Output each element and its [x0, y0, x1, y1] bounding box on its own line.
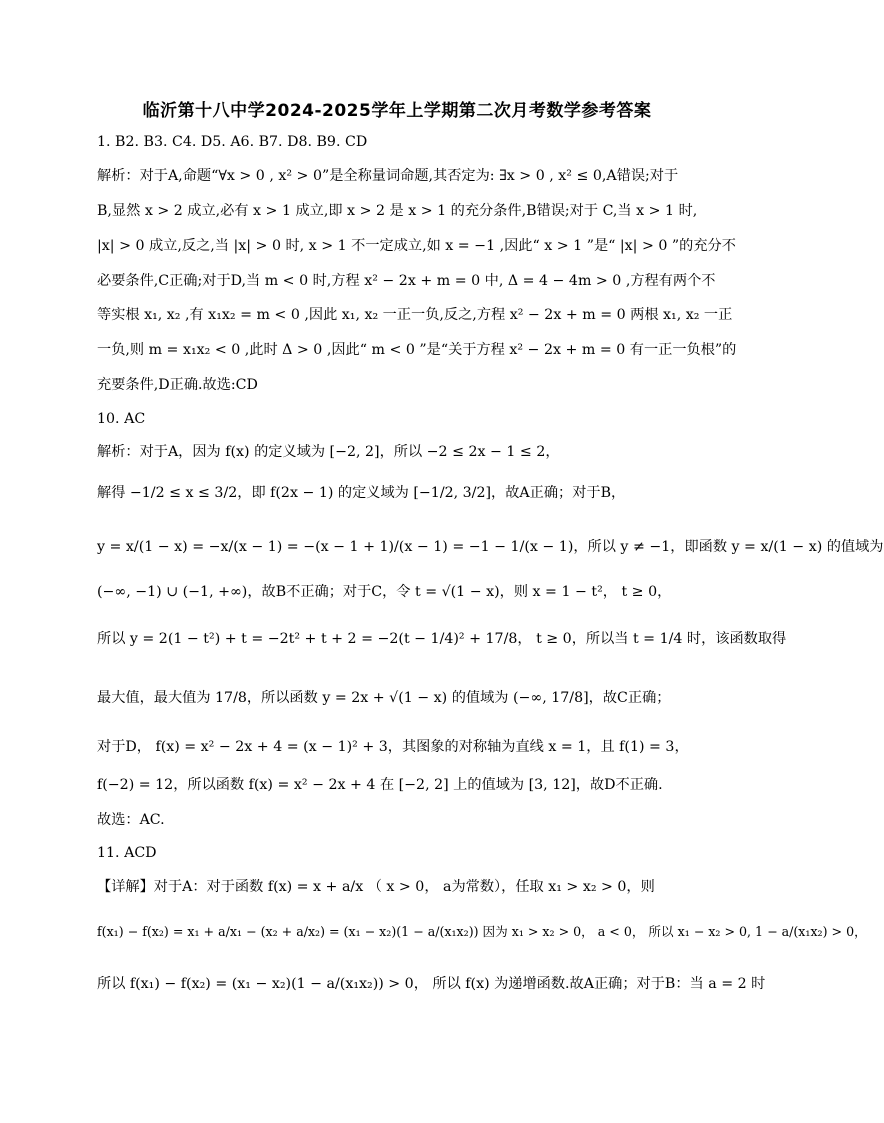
- analysis-line: 等实根 x₁, x₂ ,有 x₁x₂ = m < 0 ,因此 x₁, x₂ 一正一负,反之,方程 x² − 2x + m = 0 两根 x₁, x₂ 一正: [97, 307, 733, 323]
- answer-line-1-9: 1. B2. B3. C4. D5. A6. B7. D8. B9. CD: [97, 134, 368, 150]
- analysis-line: 故选：AC.: [97, 812, 165, 828]
- answer-line-11: 11. ACD: [97, 845, 157, 861]
- analysis-line: B,显然 x > 2 成立,必有 x > 1 成立,即 x > 2 是 x > 1 的充分条件,B错误;对于 C,当 x > 1 时,: [97, 203, 698, 219]
- analysis-line: 充要条件,D正确.故选:CD: [97, 377, 258, 393]
- analysis-line: 对于D， f(x) = x² − 2x + 4 = (x − 1)² + 3，其图象的对称轴为直线 x = 1，且 f(1) = 3，: [97, 739, 689, 755]
- analysis-line: 所以 y = 2(1 − t²) + t = −2t² + t + 2 = −2(t − 1/4)² + 17/8， t ≥ 0，所以当 t = 1/4 时，该函数取得: [97, 631, 787, 647]
- detail-line: f(x₁) − f(x₂) = x₁ + a/x₁ − (x₂ + a/x₂) = (x₁ − x₂)(1 − a/(x₁x₂)) 因为 x₁ > x₂ > 0， a < 0， 所以 x₁ − x₂ > 0, 1 − a/(x₁x₂) > 0，: [97, 924, 867, 939]
- answer-line-10: 10. AC: [97, 411, 146, 427]
- analysis-line: f(−2) = 12，所以函数 f(x) = x² − 2x + 4 在 [−2, 2] 上的值域为 [3, 12]，故D不正确.: [97, 777, 663, 793]
- analysis-line: (−∞, −1) ∪ (−1, +∞)，故B不正确；对于C，令 t = √(1 − x)，则 x = 1 − t²， t ≥ 0，: [97, 584, 672, 600]
- detail-line: 【详解】对于A：对于函数 f(x) = x + a/x （ x > 0， a为常数），任取 x₁ > x₂ > 0，则: [97, 879, 655, 895]
- analysis-line: 一负,则 m = x₁x₂ < 0 ,此时 Δ > 0 ,因此“ m < 0 ”是“关于方程 x² − 2x + m = 0 有一正一负根”的: [97, 342, 737, 358]
- analysis-line: y = x/(1 − x) = −x/(x − 1) = −(x − 1 + 1)/(x − 1) = −1 − 1/(x − 1)，所以 y ≠ −1，即函数 y = x/(1 − x) 的值域为: [97, 539, 884, 555]
- page-title: 临沂第十八中学2024-2025学年上学期第二次月考数学参考答案: [142, 101, 652, 121]
- analysis-line: 最大值，最大值为 17/8，所以函数 y = 2x + √(1 − x) 的值域为 (−∞, 17/8]，故C正确；: [97, 690, 671, 706]
- analysis-line: |x| > 0 成立,反之,当 |x| > 0 时, x > 1 不一定成立,如 x = −1 ,因此“ x > 1 ”是“ |x| > 0 ”的充分不: [97, 238, 736, 254]
- analysis-line: 必要条件,C正确;对于D,当 m < 0 时,方程 x² − 2x + m = 0 中, Δ = 4 − 4m > 0 ,方程有两个不: [97, 273, 716, 289]
- analysis-line: 解析：对于A,命题“∀x > 0 , x² > 0”是全称量词命题,其否定为: ∃x > 0 , x² ≤ 0,A错误;对于: [97, 168, 679, 184]
- analysis-line: 解得 −1/2 ≤ x ≤ 3/2，即 f(2x − 1) 的定义域为 [−1/2, 3/2]，故A正确；对于B，: [97, 485, 626, 501]
- detail-line: 所以 f(x₁) − f(x₂) = (x₁ − x₂)(1 − a/(x₁x₂)) > 0， 所以 f(x) 为递增函数.故A正确；对于B：当 a = 2 时: [97, 976, 766, 992]
- analysis-line: 解析：对于A，因为 f(x) 的定义域为 [−2, 2]，所以 −2 ≤ 2x − 1 ≤ 2，: [97, 444, 560, 460]
